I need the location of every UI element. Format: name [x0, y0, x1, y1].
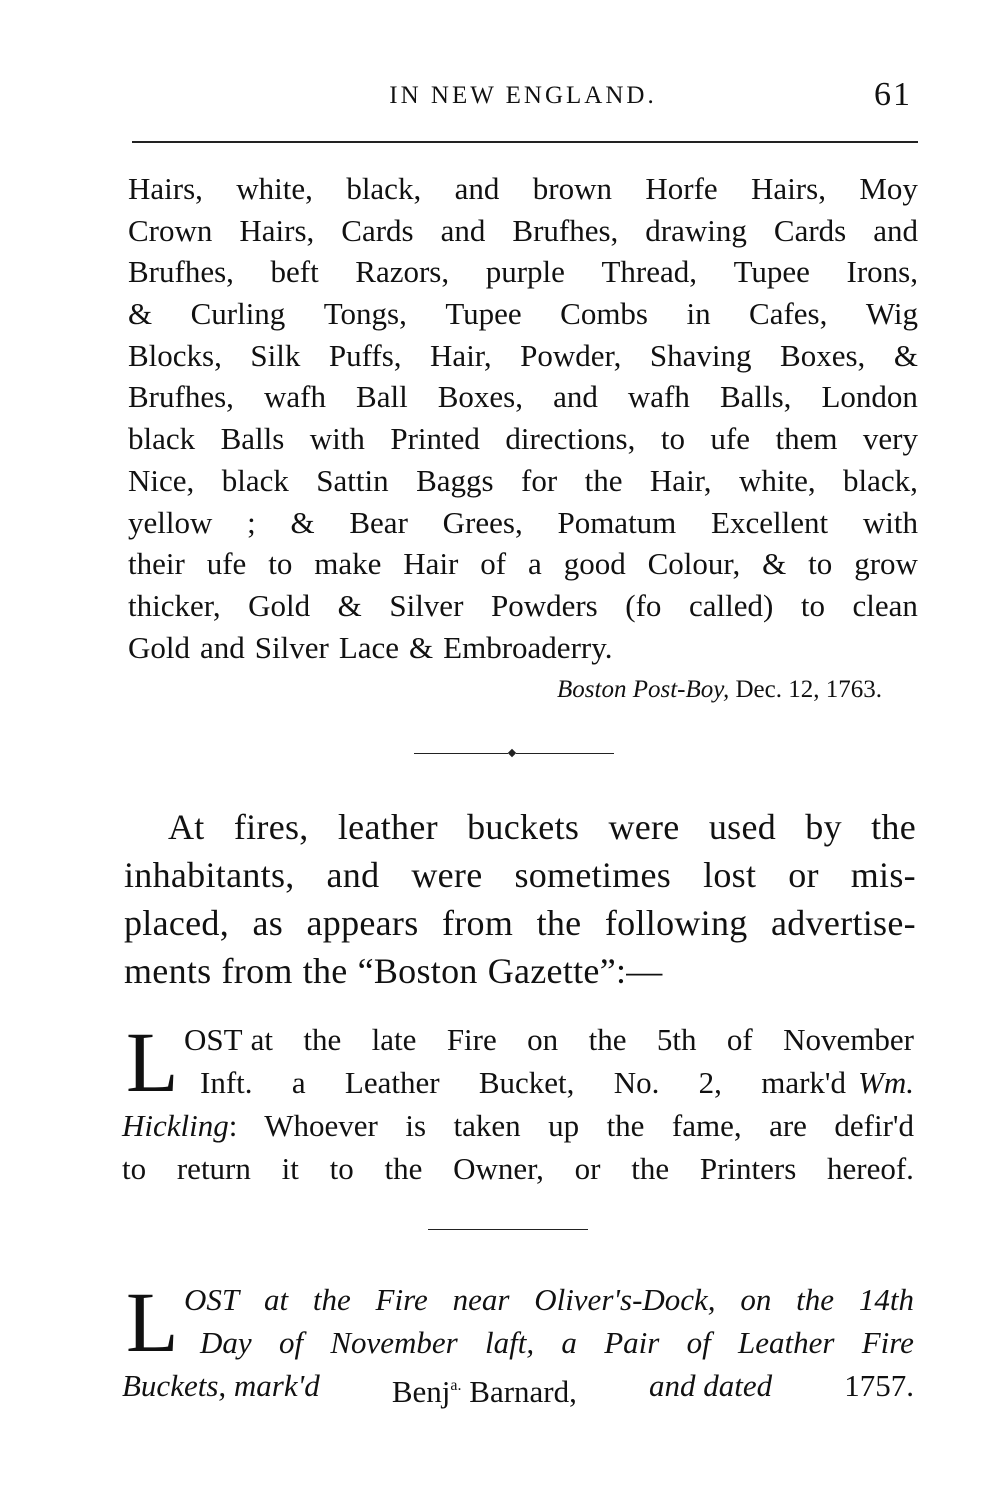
word: Leather [738, 1325, 835, 1360]
section-ornament [414, 751, 614, 757]
word: black, [843, 462, 918, 498]
word: November [330, 1325, 458, 1360]
word: good [563, 546, 626, 582]
word: white, [236, 171, 313, 206]
word: black [128, 421, 196, 457]
ad-line [128, 376, 918, 418]
drop-cap: L [126, 1274, 179, 1370]
word: advertise- [771, 903, 916, 943]
word: Oliver's-Dock, [534, 1282, 716, 1317]
notice-line [122, 1104, 914, 1147]
word: the [384, 1151, 423, 1186]
word: by [805, 807, 842, 847]
ad-line [128, 168, 918, 210]
word: Moy [859, 171, 918, 206]
word: Pair [604, 1325, 660, 1360]
word: Nice, [128, 462, 195, 498]
word: Brufhes, [128, 379, 234, 415]
word: of [686, 1325, 711, 1360]
word: Hair, [649, 462, 712, 498]
word: Printers [699, 1151, 797, 1186]
word: Hairs, [239, 212, 315, 248]
word: Balls, [719, 379, 792, 415]
word: (fo [625, 587, 662, 623]
notice-lost-bucket [122, 1014, 914, 1190]
ad-line [128, 293, 918, 335]
word: Powder, [520, 337, 622, 373]
word: with [309, 421, 365, 457]
word: a [528, 546, 542, 582]
word: Silver [389, 587, 464, 623]
word: and [326, 855, 380, 895]
word: and [553, 379, 598, 415]
word: of [278, 1325, 304, 1360]
word: & [337, 587, 362, 623]
notice-name-last: Barnard, [469, 1374, 577, 1409]
word: Boxes, [437, 379, 523, 415]
word: lost [703, 855, 757, 895]
superscript: a. [450, 1377, 462, 1394]
word: Combs [560, 296, 648, 332]
word: Shaving [649, 337, 752, 373]
word: Puffs, [328, 337, 402, 373]
word: near [452, 1282, 510, 1317]
word: Ball [356, 379, 408, 415]
notice-text: Buckets, mark'd [122, 1368, 320, 1403]
ad-line [128, 627, 918, 669]
word: Sattin [316, 462, 389, 498]
word: on [740, 1282, 772, 1317]
word: Boxes, [780, 337, 866, 373]
ad-line [128, 335, 918, 377]
word: laft, [485, 1325, 535, 1360]
word: Irons, [846, 254, 918, 290]
word: them [775, 421, 838, 457]
word: leather [337, 807, 438, 847]
ornament-line-right [516, 753, 614, 754]
word: Thread, [601, 254, 697, 290]
word: thicker, [128, 587, 221, 623]
word: wafh [627, 379, 690, 415]
word: clean [852, 587, 918, 623]
word: Grees, [442, 504, 523, 540]
word: OST [184, 1282, 240, 1317]
word: Horfe [645, 171, 718, 206]
word: the [312, 1282, 351, 1317]
ad-line [128, 502, 918, 544]
word: Silk [250, 337, 301, 373]
word: in [686, 296, 711, 332]
word: to [268, 546, 293, 582]
word: black [221, 462, 289, 498]
paragraph-line [124, 851, 916, 899]
word: very [862, 421, 918, 457]
notice-name-first: Benj [391, 1374, 451, 1409]
body-paragraph [124, 803, 916, 995]
paragraph-line [124, 803, 916, 851]
word: Embroaderry. [443, 629, 613, 665]
word: to [329, 1151, 354, 1186]
notice-caps: OST [184, 1022, 243, 1057]
word: & [290, 504, 315, 540]
word: Balls [220, 421, 285, 457]
word: called) [688, 587, 774, 623]
word: from [441, 903, 514, 943]
word: appears [306, 903, 419, 943]
ornament-line-left [414, 753, 508, 754]
word: Owner, [453, 1151, 544, 1186]
ad-line [128, 251, 918, 293]
notice-name: Hickling [122, 1108, 229, 1143]
word: and [200, 629, 245, 665]
word: black, [346, 171, 422, 206]
word: 14th [858, 1282, 914, 1317]
word: hereof. [827, 1151, 914, 1186]
word: were [608, 807, 680, 847]
notice-line [122, 1061, 914, 1104]
ad-line [128, 418, 918, 460]
word: to [800, 587, 825, 623]
citation-source: Boston Post-Boy, [557, 676, 730, 703]
word: drawing [645, 212, 747, 248]
word: from [221, 951, 293, 991]
advertisement-text [128, 168, 918, 668]
section-rule [428, 1229, 588, 1230]
word: Powders [490, 587, 598, 623]
word: sometimes [514, 855, 672, 895]
word: beft [270, 254, 319, 290]
ornament-diamond [508, 749, 516, 757]
word: buckets [467, 807, 580, 847]
word: a [561, 1325, 577, 1360]
notice-line [122, 1018, 914, 1061]
word: Blocks, [128, 337, 222, 373]
notice-text: at the late Fire on the 5th of November [250, 1022, 914, 1057]
page-header [128, 76, 918, 116]
notice-lost-buckets [122, 1274, 914, 1409]
word: purple [485, 254, 565, 290]
word: London [821, 379, 918, 415]
word: as [252, 903, 284, 943]
paragraph-line [124, 947, 916, 995]
word: make [314, 546, 382, 582]
notice-line [122, 1364, 914, 1407]
word: Wig [865, 296, 918, 332]
word: Cafes, [749, 296, 828, 332]
notice-text: Inft. a Leather Bucket, No. 2, mark'd [200, 1065, 847, 1100]
word: Hairs, [128, 171, 203, 206]
word: it [281, 1151, 299, 1186]
word: for [521, 462, 558, 498]
notice-text: : Whoever is taken up the fame, are defir'd [228, 1108, 914, 1143]
word: the [302, 951, 348, 991]
word: the [871, 807, 916, 847]
word: Pomatum [557, 504, 677, 540]
word: Curling [190, 296, 286, 332]
ad-line [128, 460, 918, 502]
word: or [574, 1151, 601, 1186]
word: Razors, [355, 254, 450, 290]
word: at [263, 1282, 289, 1317]
word: Hairs, [751, 171, 826, 206]
word: the [536, 903, 582, 943]
word: At [168, 807, 205, 847]
notice-name: Wm. [858, 1065, 914, 1100]
word: the [796, 1282, 835, 1317]
ad-line [128, 585, 918, 627]
notice-name [392, 1364, 577, 1407]
citation [557, 676, 882, 704]
word: mis- [850, 855, 916, 895]
word: ufe [206, 546, 247, 582]
word: Fire [375, 1282, 428, 1317]
word: “Boston [357, 951, 478, 991]
word: & [128, 296, 153, 332]
word: ments [124, 951, 212, 991]
word: their [128, 546, 185, 582]
word: the [584, 462, 623, 498]
notice-line [122, 1147, 914, 1190]
word: Gold [128, 629, 190, 665]
word: the [631, 1151, 670, 1186]
word: following [604, 903, 748, 943]
word: inhabitants, [124, 855, 295, 895]
word: Printed [390, 421, 480, 457]
word: Gold [248, 587, 311, 623]
citation-date: Dec. 12, 1763. [735, 676, 882, 703]
word: to [808, 546, 833, 582]
ad-line [128, 543, 918, 585]
running-head: IN NEW ENGLAND. [389, 82, 657, 109]
word: to [660, 421, 685, 457]
word: with [862, 504, 918, 540]
word: Excellent [711, 504, 829, 540]
word: directions, [505, 421, 636, 457]
word: of [480, 546, 507, 582]
ad-line [128, 210, 918, 252]
word: Cards [341, 212, 414, 248]
notice-line [122, 1278, 914, 1321]
word: and [440, 212, 486, 248]
word: ; [247, 504, 256, 540]
word: used [708, 807, 777, 847]
word: Silver [254, 629, 329, 665]
notice-text: and dated [649, 1368, 773, 1403]
word: or [788, 855, 819, 895]
word: Hair, [430, 337, 492, 373]
word: Baggs [416, 462, 494, 498]
word: Brufhes, [512, 212, 619, 248]
word: to [122, 1151, 147, 1186]
word: Crown [128, 212, 213, 248]
word: placed, [124, 903, 230, 943]
word: brown [532, 171, 612, 206]
word: and [454, 171, 500, 206]
word: white, [738, 462, 816, 498]
word: Tupee [445, 296, 522, 332]
word: Fire [861, 1325, 914, 1360]
paragraph-line [124, 899, 916, 947]
word: & [409, 629, 434, 665]
word: ufe [710, 421, 750, 457]
page-number: 61 [874, 76, 912, 113]
word: Tongs, [323, 296, 407, 332]
word: & [762, 546, 787, 582]
word: Colour, [647, 546, 741, 582]
notice-year: 1757. [844, 1368, 914, 1403]
word: Day [200, 1325, 252, 1360]
word: were [411, 855, 483, 895]
word: wafh [263, 379, 326, 415]
word: grow [854, 546, 918, 582]
drop-cap: L [126, 1014, 179, 1110]
word: fires, [233, 807, 309, 847]
word: Bear [349, 504, 408, 540]
word: Hair [403, 546, 459, 582]
word: yellow [128, 504, 213, 540]
word: Brufhes, [128, 254, 234, 290]
word: return [176, 1151, 251, 1186]
word: Gazette”:— [487, 951, 663, 991]
word: Cards [773, 212, 847, 248]
notice-line [122, 1321, 914, 1364]
word: & [893, 337, 918, 373]
header-rule [132, 141, 918, 143]
word: and [873, 212, 918, 248]
word: Lace [338, 629, 400, 665]
word: Tupee [733, 254, 810, 290]
